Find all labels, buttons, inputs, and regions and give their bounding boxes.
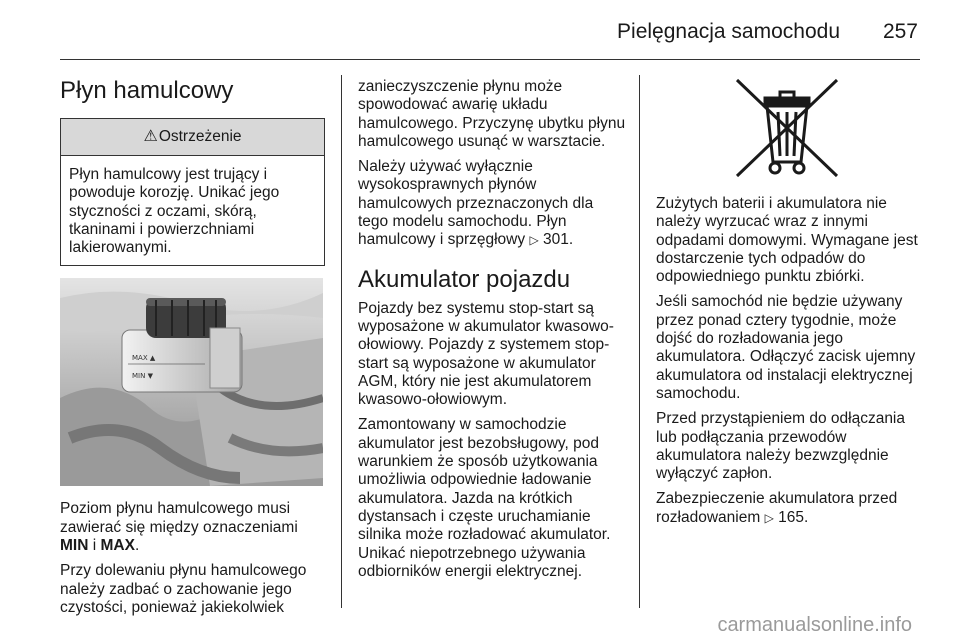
paragraph: Zużytych baterii i akumulatora nie należy wyrzucać wraz z innymi odpadami domowymi. Wymagane jest dostarczenie tych odpadów do odpowiedniego punktu zbiórki. [656,195,918,286]
watermark: carmanualsonline.info [717,614,912,636]
text: Poziom płynu hamulcowego musi zawierać się między oznaczeniami [60,500,298,536]
column-3 [656,195,924,534]
page-number: 257 [882,20,918,43]
column-2 [358,78,626,588]
paragraph: Przy dolewaniu płynu hamulcowego należy zadbać o zachowanie jego czystości, ponieważ jakiekolwiek [60,562,307,616]
section-heading-battery: Akumulator pojazdu [358,265,571,293]
text: . [134,537,140,555]
paragraph: Zamontowany w samochodzie akumulator jest bezobsługowy, pod warunkiem że sposób użytkowania umożliwia odpowiednie ładowanie akumulatora. Jazda na krótkich dystansach i częste uruchamianie silnika może rozładować akumulator. Unikać niepotrzebnego używania odbiorników energii elektrycznej. [358,416,611,580]
warning-triangle-icon: ⚠ [143,127,158,145]
min-label: MIN [60,537,89,555]
warning-box [60,118,325,266]
text: Zabezpieczenie akumulatora przed rozładowaniem [656,490,898,526]
header-title: Pielęgnacja samochodu [617,20,840,43]
paragraph: zanieczyszczenie płynu może spowodować awarię układu hamulcowego. Przyczynę ubytku płynu hamulcowego usunąć w warsztacie. [358,78,626,150]
paragraph [656,490,924,527]
paragraph [358,158,626,249]
text: Należy używać wyłącznie wysokosprawnych płynów hamulcowych przeznaczonych dla tego modelu samochodu. Płyn hamulcowy i sprzęgłowy [358,158,594,249]
page-reference-link[interactable]: 165. [778,508,809,526]
column-divider [639,75,640,608]
max-mark-label: MAX ▲ [132,354,156,363]
warning-header [61,119,324,156]
min-mark-label: MIN ▼ [132,372,153,381]
crossed-out-bin-icon [733,76,841,180]
reference-arrow-icon: ▷ [529,233,539,248]
brake-fluid-reservoir-photo [60,278,323,486]
page-reference-link[interactable]: 301. [542,231,574,249]
warning-title: Ostrzeżenie [158,127,242,145]
warning-text: Płyn hamulcowy jest trujący i powoduje korozję. Unikać jego styczności z oczami, skórą, tkaninami i powierzchniami lakierowanymi. [69,166,280,257]
column-divider [341,75,342,608]
paragraph: Jeśli samochód nie będzie używany przez ponad cztery tygodnie, może dojść do rozładowania jego akumulatora. Odłączyć zacisk ujemny akumulatora od instalacji elektrycznej samochodu. [656,293,916,402]
section-heading-brake-fluid: Płyn hamulcowy [60,77,234,104]
paragraph: Przed przystąpieniem do odłączania lub podłączania przewodów akumulatora należy bezwzględnie wyłączyć zapłon. [656,410,905,483]
column-1 [60,70,325,624]
paragraph [60,500,325,555]
max-label: MAX [100,537,135,555]
text: i [88,537,101,555]
paragraph: Pojazdy bez systemu stop-start są wyposażone w akumulator kwasowo-ołowiowy. Pojazdy z systemem stop-start są wyposażone w akumulator AGM, który nie jest akumulatorem kwasowo-ołowiowym. [358,299,614,409]
reference-arrow-icon: ▷ [764,510,774,525]
header-rule [60,59,920,60]
